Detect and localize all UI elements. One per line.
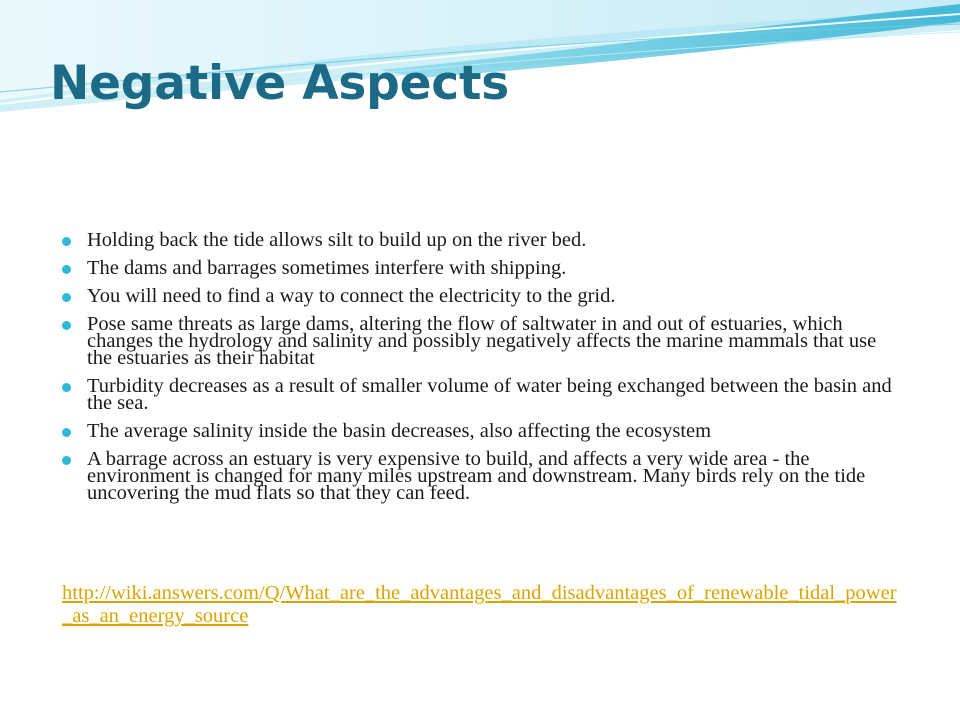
list-item xyxy=(62,375,892,414)
bullet-icon xyxy=(62,237,71,246)
source-link[interactable]: http://wiki.answers.com/Q/What_are_the_advantages_and_disadvantages_of_renewable_tidal_power_as_an_energy_source xyxy=(62,582,897,627)
bullet-icon xyxy=(62,428,71,437)
list-item xyxy=(62,448,892,504)
list-item xyxy=(62,257,892,279)
bullet-icon xyxy=(62,265,71,274)
bullet-text: The dams and barrages sometimes interfere with shipping. xyxy=(87,257,567,279)
bullet-list xyxy=(62,229,892,513)
bullet-icon xyxy=(62,456,71,465)
bullet-icon xyxy=(62,321,71,330)
bullet-text: Pose same threats as large dams, altering the flow of saltwater in and out of estuaries, which changes the hydrology and salinity and possibly negatively affects the marine mammals that use the estuaries as their habitat xyxy=(87,313,877,369)
bullet-text: You will need to find a way to connect the electricity to the grid. xyxy=(87,285,616,307)
list-item xyxy=(62,285,892,307)
bullet-text: The average salinity inside the basin decreases, also affecting the ecosystem xyxy=(87,420,712,442)
bullet-text: A barrage across an estuary is very expensive to build, and affects a very wide area - the environment is changed for many miles upstream and downstream. Many birds rely on the tide uncovering the mud flats so that they can feed. xyxy=(87,448,866,504)
list-item xyxy=(62,229,892,251)
bullet-icon xyxy=(62,383,71,392)
slide-title: Negative Aspects xyxy=(50,56,509,111)
list-item xyxy=(62,313,892,369)
bullet-icon xyxy=(62,293,71,302)
bullet-text: Turbidity decreases as a result of smaller volume of water being exchanged between the basin and the sea. xyxy=(87,375,892,414)
list-item xyxy=(62,420,892,442)
bullet-text: Holding back the tide allows silt to build up on the river bed. xyxy=(87,229,587,251)
